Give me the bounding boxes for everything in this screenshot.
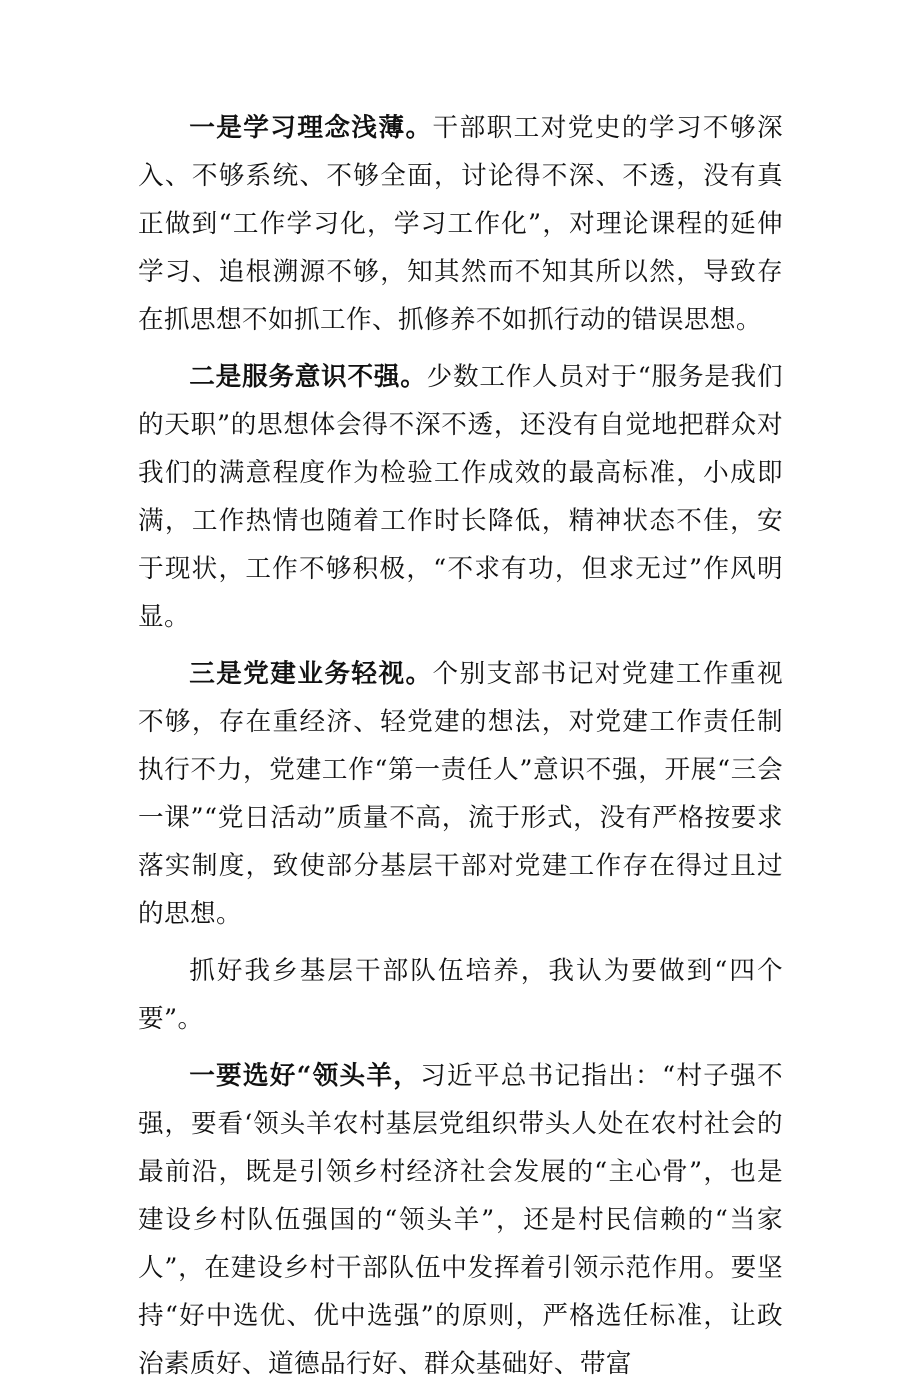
paragraph-four-requirements bbox=[138, 947, 783, 1043]
paragraph-service bbox=[138, 353, 783, 641]
paragraph-lead: 一要选好“领头羊， bbox=[189, 1061, 421, 1091]
paragraph-text: 抓好我乡基层干部队伍培养，我认为要做到“四个要”。 bbox=[138, 956, 783, 1034]
paragraph-party-building bbox=[138, 650, 783, 938]
paragraph-text: 干部职工对党史的学习不够深入、不够系统、不够全面，讨论得不深、不透，没有真正做到“工作学习化，学习工作化”，对理论课程的延伸学习、追根溯源不够，知其然而不知其所以然，导致存在抓思想不如抓工作、抓修养不如抓行动的错误思想。 bbox=[138, 113, 784, 335]
paragraph-lead: 三是党建业务轻视。 bbox=[189, 659, 433, 689]
paragraph-learning bbox=[138, 104, 783, 344]
paragraph-text: 个别支部书记对党建工作重视不够，存在重经济、轻党建的想法，对党建工作责任制执行不力，党建工作“第一责任人”意识不强，开展“三会一课”“党日活动”质量不高，流于形式，没有严格按要求落实制度，致使部分基层干部对党建工作存在得过且过的思想。 bbox=[138, 659, 784, 929]
paragraph-lead: 一是学习理念浅薄。 bbox=[189, 113, 433, 143]
paragraph-text: 习近平总书记指出：“村子强不强，要看‘领头羊农村基层党组织带头人处在农村社会的最前沿，既是引领乡村经济社会发展的“主心骨”，也是建设乡村队伍强国的“领头羊”，还是村民信赖的“当家人”，在建设乡村干部队伍中发挥着引领示范作用。要坚持“好中选优、优中选强”的原则，严格选任标准，让政治素质好、道德品行好、群众基础好、带富 bbox=[138, 1061, 783, 1379]
paragraph-text: 少数工作人员对于“服务是我们的天职”的思想体会得不深不透，还没有自觉地把群众对我们的满意程度作为检验工作成效的最高标准，小成即满，工作热情也随着工作时长降低，精神状态不佳，安于现状，工作不够积极，“不求有功，但求无过”作风明显。 bbox=[138, 362, 783, 632]
document-body bbox=[138, 104, 783, 1397]
paragraph-leader bbox=[138, 1052, 783, 1388]
paragraph-lead: 二是服务意识不强。 bbox=[189, 362, 427, 392]
